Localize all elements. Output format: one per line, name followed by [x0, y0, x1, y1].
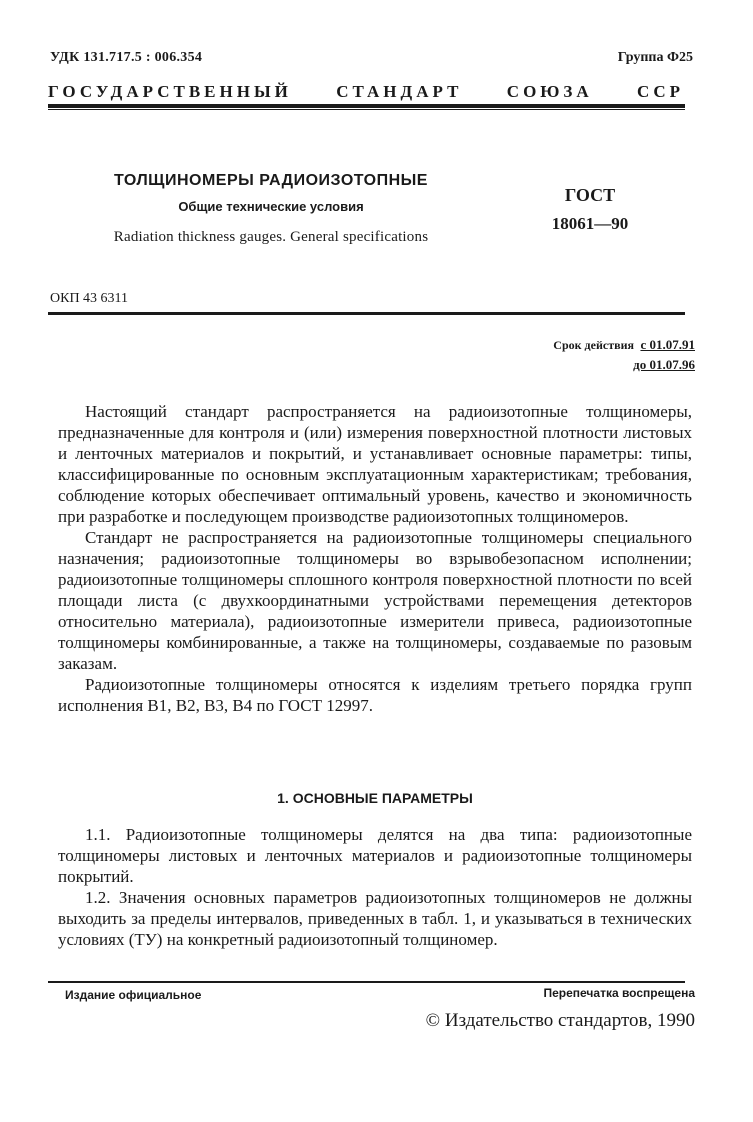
document-title: ТОЛЩИНОМЕРЫ РАДИОИЗОТОПНЫЕ [114, 172, 428, 189]
gost-label: ГОСТ [564, 185, 616, 205]
intro-text [58, 401, 692, 716]
header-rule [48, 104, 685, 108]
validity-from: с 01.07.91 [640, 337, 695, 352]
okp-rule [48, 312, 685, 315]
footer-rule [48, 981, 685, 983]
intro-paragraph: Настоящий стандарт распространяется на радиоизотопные толщиномеры, предназначенные для контроля и (или) измерения поверхностной плотности листовых и ленточных материалов и покрытий, и устанавливает основные параметры: типы, классифицированные по основным эксплуатационным характеристикам; требования, соблюдение которых обеспечивает оптимальный уровень, качество и экономичность при разработке и последующем производстве радиоизотопных толщиномеров. [58, 402, 692, 526]
document-subtitle: Общие технические условия [178, 199, 364, 214]
section-paragraph: 1.1. Радиоизотопные толщиномеры делятся на два типа: радиоизотопные толщиномеры листовых и ленточных материалов и радиоизотопные толщиномеры покрытий. [58, 825, 692, 886]
group-code: Группа Ф25 [617, 50, 693, 65]
section-paragraph: 1.2. Значения основных параметров радиоизотопных толщиномеров не должны выходить за пределы интервалов, приведенных в табл. 1, и указываться в технических условиях (ТУ) на конкретный радиоизотопный толщиномер. [58, 888, 692, 949]
validity-to: до 01.07.96 [633, 357, 695, 372]
edition-note: Издание официальное [65, 988, 202, 1002]
udk-code: УДК 131.717.5 : 006.354 [50, 50, 203, 65]
intro-paragraph: Радиоизотопные толщиномеры относятся к изделиям третьего порядка групп исполнения В1, В2, В3, В4 по ГОСТ 12997. [58, 675, 692, 715]
state-standard-banner: ГОСУДАРСТВЕННЫЙ СТАНДАРТ СОЮЗА ССР [48, 82, 684, 101]
reprint-note: Перепечатка воспрещена [543, 986, 695, 1000]
copyright-notice: © Издательство стандартов, 1990 [425, 1010, 695, 1031]
intro-paragraph: Стандарт не распространяется на радиоизотопные толщиномеры специального назначения; радиоизотопные толщиномеры во взрывобезопасном исполнении; радиоизотопные толщиномеры сплошного контроля поверхностной плотности по всей площади листа (с двухкоординатными устройствами перемещения детекторов относительно материала), радиоизотопные измерители привеса, радиоизотопные толщиномеры комбинированные, а также на толщиномеры, создаваемые по разовым заказам. [58, 528, 692, 673]
header-rule-thin [48, 109, 685, 110]
english-title: Radiation thickness gauges. General specifications [113, 229, 429, 245]
okp-code: ОКП 43 6311 [50, 291, 129, 306]
validity-label: Срок действия [553, 338, 634, 352]
gost-number: 18061—90 [551, 214, 629, 233]
validity-period [553, 335, 695, 374]
section-text [58, 824, 692, 950]
section-heading: 1. ОСНОВНЫЕ ПАРАМЕТРЫ [277, 790, 473, 806]
